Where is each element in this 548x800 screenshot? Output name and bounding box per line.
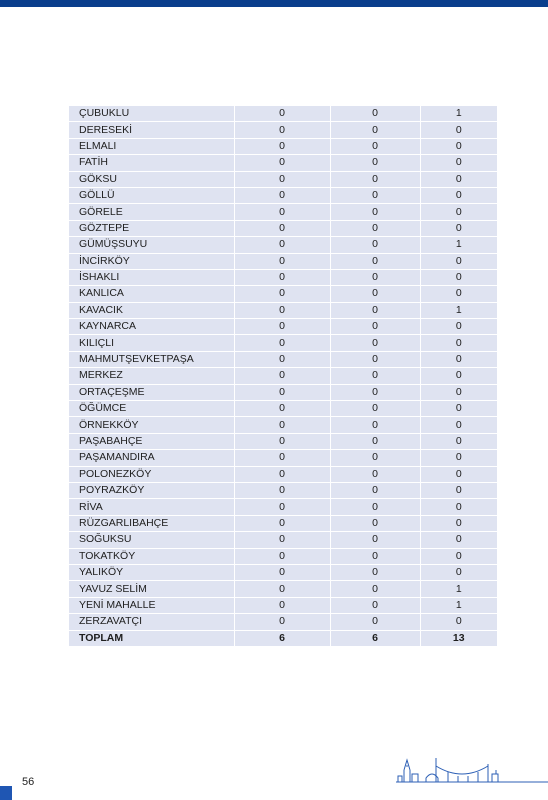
value-cell-1: 0 <box>234 286 330 302</box>
value-cell-1: 0 <box>234 171 330 187</box>
row-name-cell: ZERZAVATÇI <box>69 614 234 630</box>
value-cell-3: 0 <box>420 319 497 335</box>
row-name-cell: FATİH <box>69 155 234 171</box>
table-row <box>69 351 497 367</box>
table-row <box>69 384 497 400</box>
value-cell-3: 1 <box>420 237 497 253</box>
row-name-cell: GÖKSU <box>69 171 234 187</box>
value-cell-3: 1 <box>420 597 497 613</box>
row-name-cell: SOĞUKSU <box>69 532 234 548</box>
value-cell-3: 0 <box>420 401 497 417</box>
value-cell-2: 0 <box>330 302 420 318</box>
value-cell-2: 0 <box>330 450 420 466</box>
value-cell-1: 0 <box>234 417 330 433</box>
row-name-cell: İSHAKLI <box>69 269 234 285</box>
row-name-cell: POLONEZKÖY <box>69 466 234 482</box>
value-cell-3: 0 <box>420 122 497 138</box>
value-cell-3: 0 <box>420 548 497 564</box>
value-cell-1: 0 <box>234 106 330 122</box>
row-name-cell: RİVA <box>69 499 234 515</box>
value-cell-1: 0 <box>234 581 330 597</box>
value-cell-1: 0 <box>234 253 330 269</box>
value-cell-1: 0 <box>234 401 330 417</box>
row-name-cell: DERESEKİ <box>69 122 234 138</box>
value-cell-2: 0 <box>330 384 420 400</box>
value-cell-1: 0 <box>234 384 330 400</box>
row-name-cell: KANLICA <box>69 286 234 302</box>
table-row <box>69 187 497 203</box>
value-cell-3: 0 <box>420 532 497 548</box>
value-cell-3: 0 <box>420 450 497 466</box>
value-cell-2: 0 <box>330 286 420 302</box>
value-cell-2: 0 <box>330 548 420 564</box>
total-row <box>69 630 497 646</box>
value-cell-1: 0 <box>234 597 330 613</box>
data-table <box>69 106 497 647</box>
table-row <box>69 302 497 318</box>
table-row <box>69 253 497 269</box>
value-cell-3: 0 <box>420 138 497 154</box>
row-name-cell: GÖZTEPE <box>69 220 234 236</box>
value-cell-2: 0 <box>330 515 420 531</box>
row-name-cell: TOKATKÖY <box>69 548 234 564</box>
value-cell-2: 0 <box>330 220 420 236</box>
value-cell-1: 0 <box>234 564 330 580</box>
table-row <box>69 106 497 122</box>
table-row <box>69 220 497 236</box>
row-name-cell: POYRAZKÖY <box>69 482 234 498</box>
table-row <box>69 532 497 548</box>
value-cell-2: 6 <box>330 630 420 646</box>
page-number: 56 <box>22 776 35 788</box>
row-name-cell: KILIÇLI <box>69 335 234 351</box>
value-cell-3: 1 <box>420 302 497 318</box>
table-row <box>69 155 497 171</box>
value-cell-3: 13 <box>420 630 497 646</box>
value-cell-3: 0 <box>420 417 497 433</box>
value-cell-3: 0 <box>420 564 497 580</box>
table-row <box>69 138 497 154</box>
table-row <box>69 319 497 335</box>
row-name-cell: ORTAÇEŞME <box>69 384 234 400</box>
value-cell-1: 0 <box>234 319 330 335</box>
value-cell-1: 0 <box>234 187 330 203</box>
row-name-cell: ÖĞÜMCE <box>69 401 234 417</box>
value-cell-1: 0 <box>234 351 330 367</box>
row-name-cell: İNCİRKÖY <box>69 253 234 269</box>
row-name-cell: KAVACIK <box>69 302 234 318</box>
value-cell-1: 0 <box>234 204 330 220</box>
value-cell-2: 0 <box>330 433 420 449</box>
value-cell-3: 0 <box>420 515 497 531</box>
value-cell-2: 0 <box>330 319 420 335</box>
table-row <box>69 499 497 515</box>
value-cell-3: 0 <box>420 614 497 630</box>
value-cell-1: 0 <box>234 220 330 236</box>
value-cell-1: 0 <box>234 548 330 564</box>
value-cell-2: 0 <box>330 187 420 203</box>
value-cell-3: 0 <box>420 253 497 269</box>
value-cell-2: 0 <box>330 368 420 384</box>
row-name-cell: PAŞABAHÇE <box>69 433 234 449</box>
value-cell-1: 0 <box>234 499 330 515</box>
table-row <box>69 466 497 482</box>
value-cell-2: 0 <box>330 614 420 630</box>
value-cell-1: 0 <box>234 302 330 318</box>
value-cell-2: 0 <box>330 417 420 433</box>
value-cell-2: 0 <box>330 237 420 253</box>
value-cell-1: 0 <box>234 122 330 138</box>
header-bar <box>0 0 548 7</box>
value-cell-3: 0 <box>420 204 497 220</box>
value-cell-3: 0 <box>420 466 497 482</box>
table-row <box>69 122 497 138</box>
table-row <box>69 564 497 580</box>
value-cell-1: 0 <box>234 482 330 498</box>
value-cell-1: 0 <box>234 433 330 449</box>
table-row <box>69 286 497 302</box>
value-cell-3: 0 <box>420 351 497 367</box>
row-name-cell: MAHMUTŞEVKETPAŞA <box>69 351 234 367</box>
table-row <box>69 417 497 433</box>
row-name-cell: GÖLLÜ <box>69 187 234 203</box>
row-name-cell: MERKEZ <box>69 368 234 384</box>
value-cell-3: 0 <box>420 220 497 236</box>
value-cell-1: 0 <box>234 237 330 253</box>
value-cell-2: 0 <box>330 171 420 187</box>
value-cell-1: 0 <box>234 138 330 154</box>
row-name-cell: YENİ MAHALLE <box>69 597 234 613</box>
value-cell-2: 0 <box>330 335 420 351</box>
row-name-cell: ÇUBUKLU <box>69 106 234 122</box>
table-row <box>69 515 497 531</box>
table-row <box>69 204 497 220</box>
value-cell-2: 0 <box>330 122 420 138</box>
value-cell-2: 0 <box>330 204 420 220</box>
value-cell-3: 0 <box>420 269 497 285</box>
table-row <box>69 401 497 417</box>
row-name-cell: KAYNARCA <box>69 319 234 335</box>
value-cell-2: 0 <box>330 499 420 515</box>
value-cell-1: 0 <box>234 335 330 351</box>
row-name-cell: ÖRNEKKÖY <box>69 417 234 433</box>
row-name-cell: PAŞAMANDIRA <box>69 450 234 466</box>
value-cell-1: 0 <box>234 466 330 482</box>
table-row <box>69 335 497 351</box>
row-name-cell: YAVUZ SELİM <box>69 581 234 597</box>
value-cell-1: 0 <box>234 532 330 548</box>
table-row <box>69 482 497 498</box>
value-cell-2: 0 <box>330 597 420 613</box>
value-cell-1: 0 <box>234 515 330 531</box>
table-row <box>69 614 497 630</box>
value-cell-3: 0 <box>420 384 497 400</box>
value-cell-3: 0 <box>420 155 497 171</box>
value-cell-3: 0 <box>420 335 497 351</box>
table-row <box>69 237 497 253</box>
value-cell-2: 0 <box>330 138 420 154</box>
value-cell-2: 0 <box>330 532 420 548</box>
row-name-cell: ELMALI <box>69 138 234 154</box>
value-cell-1: 0 <box>234 450 330 466</box>
istanbul-skyline-icon <box>396 752 548 788</box>
value-cell-3: 0 <box>420 187 497 203</box>
row-name-cell: RÜZGARLIBAHÇE <box>69 515 234 531</box>
value-cell-3: 0 <box>420 286 497 302</box>
table-row <box>69 548 497 564</box>
value-cell-3: 1 <box>420 106 497 122</box>
table-row <box>69 269 497 285</box>
value-cell-3: 0 <box>420 482 497 498</box>
table-row <box>69 581 497 597</box>
value-cell-1: 0 <box>234 614 330 630</box>
value-cell-3: 0 <box>420 499 497 515</box>
row-name-cell: GÜMÜŞSUYU <box>69 237 234 253</box>
value-cell-2: 0 <box>330 253 420 269</box>
value-cell-2: 0 <box>330 401 420 417</box>
value-cell-2: 0 <box>330 106 420 122</box>
value-cell-1: 0 <box>234 155 330 171</box>
value-cell-2: 0 <box>330 269 420 285</box>
value-cell-1: 0 <box>234 269 330 285</box>
row-name-cell: YALIKÖY <box>69 564 234 580</box>
value-cell-3: 0 <box>420 368 497 384</box>
value-cell-1: 6 <box>234 630 330 646</box>
table-row <box>69 368 497 384</box>
table-row <box>69 171 497 187</box>
value-cell-2: 0 <box>330 581 420 597</box>
value-cell-1: 0 <box>234 368 330 384</box>
value-cell-2: 0 <box>330 482 420 498</box>
corner-accent <box>0 786 12 800</box>
value-cell-3: 0 <box>420 433 497 449</box>
table-row <box>69 433 497 449</box>
value-cell-3: 0 <box>420 171 497 187</box>
value-cell-2: 0 <box>330 564 420 580</box>
table-row <box>69 450 497 466</box>
value-cell-3: 1 <box>420 581 497 597</box>
value-cell-2: 0 <box>330 155 420 171</box>
row-name-cell: TOPLAM <box>69 630 234 646</box>
value-cell-2: 0 <box>330 351 420 367</box>
table-row <box>69 597 497 613</box>
value-cell-2: 0 <box>330 466 420 482</box>
table-body <box>69 106 497 646</box>
row-name-cell: GÖRELE <box>69 204 234 220</box>
